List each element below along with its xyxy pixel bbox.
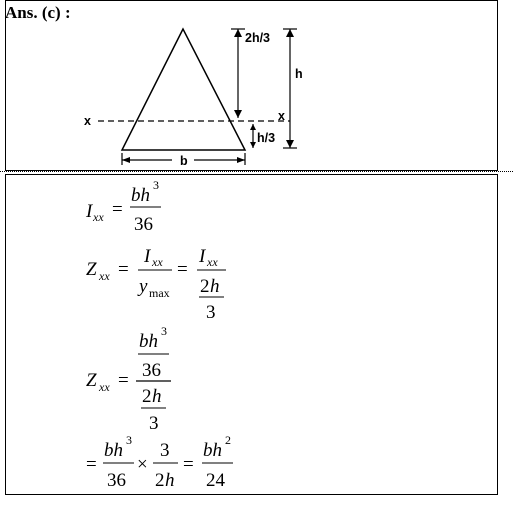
exponent-3: 3	[153, 178, 159, 192]
times-sign: ×	[137, 454, 148, 475]
numerator-I: I	[144, 246, 151, 267]
subscript-max: max	[149, 286, 170, 300]
axis-label-right: x	[278, 109, 285, 123]
subscript-xx: xx	[93, 210, 104, 224]
subscript-xx: xx	[99, 269, 110, 283]
equals-sign: =	[183, 454, 194, 475]
denominator-3: 3	[149, 413, 159, 434]
equation-result	[86, 433, 233, 491]
dim-label-b: b	[180, 154, 188, 168]
numerator-I: I	[199, 246, 206, 267]
denominator-y: y	[139, 276, 148, 297]
symbol-I: I	[86, 201, 93, 222]
answer-label: Ans. (c) :	[5, 3, 71, 22]
symbol-Z: Z	[86, 370, 97, 391]
denominator-3: 3	[206, 302, 216, 323]
axis-label-left: x	[84, 114, 91, 128]
subscript-xx: xx	[152, 255, 163, 269]
numerator-3: 3	[160, 440, 170, 461]
numerator-bh: bh	[104, 440, 123, 461]
denominator-2: 2	[200, 276, 210, 297]
dim-label-h3: h/3	[257, 131, 276, 145]
exponent-3: 3	[126, 433, 132, 447]
dim-label-h: h	[295, 67, 303, 81]
numerator-h: h	[152, 386, 162, 407]
equals-sign: =	[118, 370, 129, 391]
denominator-h: h	[165, 470, 175, 491]
numerator-bh: bh	[131, 185, 150, 206]
equation-substitution	[86, 324, 171, 434]
denominator-36: 36	[107, 470, 126, 491]
exponent-3: 3	[161, 324, 167, 338]
denominator-36: 36	[142, 360, 161, 381]
numerator-bh: bh	[203, 440, 222, 461]
subscript-xx: xx	[99, 380, 110, 394]
equation-moment-of-inertia	[85, 178, 161, 235]
subscript-xx: xx	[207, 255, 218, 269]
equals-sign: =	[118, 259, 129, 280]
equation-section-modulus	[86, 246, 226, 323]
numerator-bh: bh	[139, 331, 158, 352]
denominator-36: 36	[134, 214, 153, 235]
denominator-h: h	[210, 276, 220, 297]
dim-label-2h3: 2h/3	[245, 31, 271, 45]
symbol-Z: Z	[86, 259, 97, 280]
numerator-2: 2	[142, 386, 152, 407]
equals-sign: =	[112, 199, 123, 220]
exponent-2: 2	[225, 433, 231, 447]
equals-sign: =	[86, 454, 97, 475]
equals-sign: =	[177, 259, 188, 280]
denominator-24: 24	[206, 470, 225, 491]
denominator-2: 2	[155, 470, 165, 491]
